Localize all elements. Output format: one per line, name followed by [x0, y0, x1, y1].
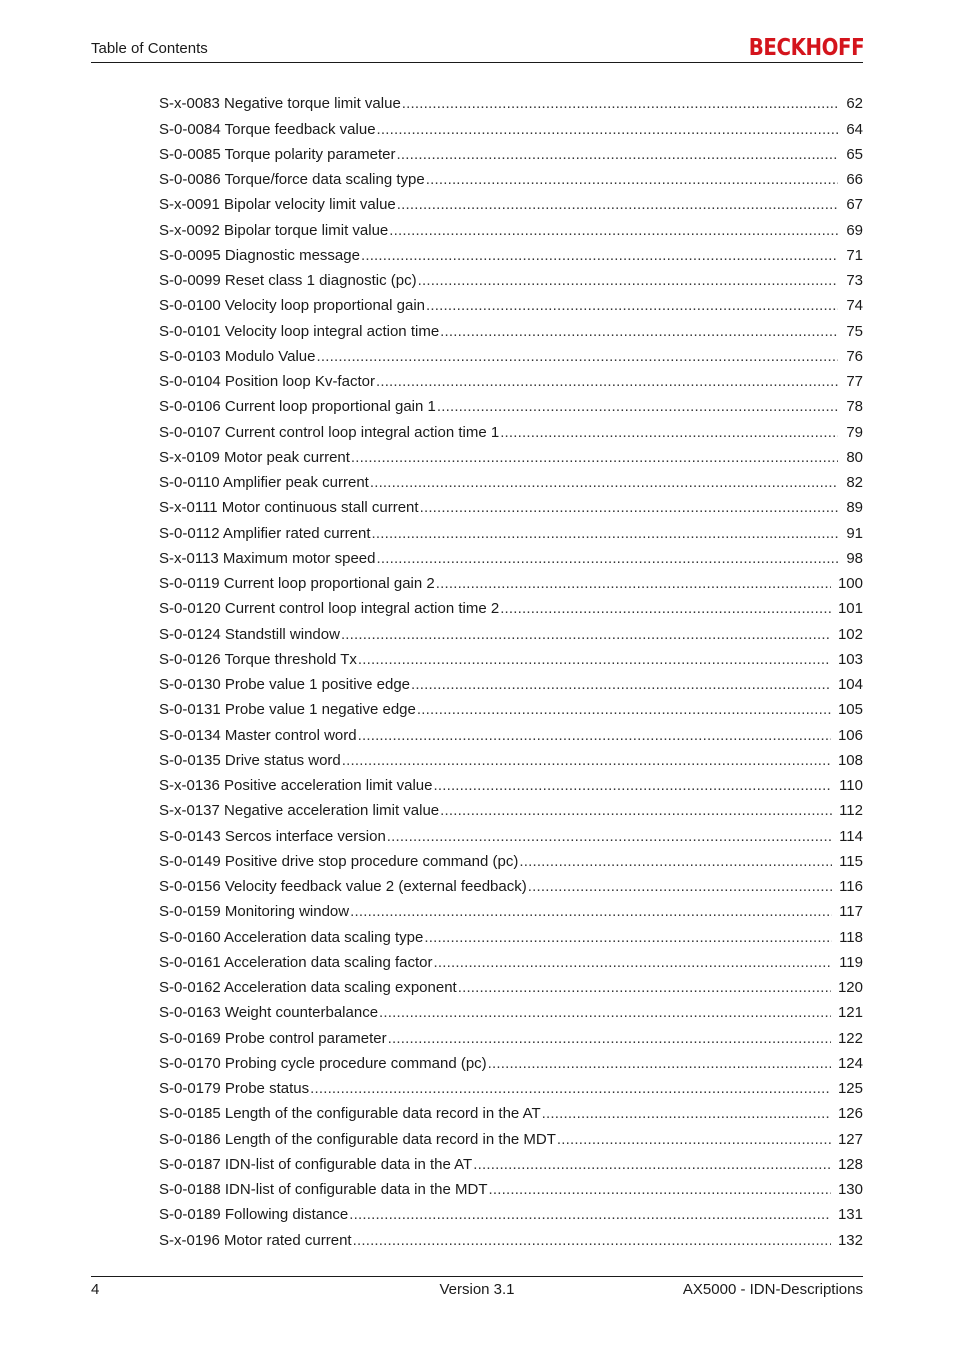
toc-dot-leader	[424, 929, 832, 947]
toc-entry-page: 121	[837, 1004, 863, 1022]
toc-entry[interactable]	[159, 1098, 863, 1123]
toc-dot-leader	[434, 954, 833, 972]
toc-dot-leader	[420, 499, 838, 517]
toc-entry[interactable]	[159, 189, 863, 214]
toc-entry-page: 115	[839, 852, 863, 870]
toc-entry-title: S-0-0135 Drive status word	[159, 751, 341, 769]
toc-dot-leader	[397, 196, 838, 214]
toc-entry[interactable]	[159, 1123, 863, 1148]
footer-document-title: AX5000 - IDN-Descriptions	[682, 1281, 863, 1298]
toc-entry[interactable]	[159, 1149, 863, 1174]
toc-entry-title: S-x-0109 Motor peak current	[159, 448, 350, 466]
toc-entry[interactable]	[159, 214, 863, 239]
toc-entry[interactable]	[159, 416, 863, 441]
toc-entry-title: S-0-0104 Position loop Kv-factor	[159, 373, 375, 390]
toc-dot-leader	[370, 474, 838, 492]
toc-dot-leader	[377, 121, 838, 139]
toc-dot-leader	[389, 222, 838, 240]
toc-entry-title: S-0-0159 Monitoring window	[159, 903, 350, 921]
toc-entry-page: 98	[846, 549, 863, 567]
footer-version: Version 3.1	[439, 1281, 515, 1298]
toc-entry-page: 100	[837, 575, 863, 592]
toc-entry-page: 106	[837, 726, 863, 744]
toc-entry-title: S-0-0110 Amplifier peak current	[159, 474, 369, 491]
toc-entry[interactable]	[159, 113, 863, 138]
toc-entry-page: 73	[846, 272, 863, 289]
toc-entry-title: S-0-0134 Master control word	[159, 726, 357, 744]
toc-entry-title: S-0-0124 Standstill window	[159, 625, 340, 643]
toc-entry-title: S-x-0113 Maximum motor speed	[159, 549, 376, 567]
toc-entry-title: S-0-0095 Diagnostic message	[159, 246, 360, 264]
toc-entry-title: S-0-0143 Sercos interface version	[159, 827, 386, 845]
toc-entry[interactable]	[159, 315, 863, 340]
toc-dot-leader	[317, 348, 839, 366]
toc-entry-title: S-0-0131 Probe value 1 negative edge	[159, 701, 416, 719]
toc-entry-page: 105	[837, 701, 863, 719]
toc-entry-page: 125	[837, 1080, 863, 1097]
toc-entry-page: 118	[839, 928, 863, 946]
toc-dot-leader	[341, 626, 831, 644]
toc-dot-leader	[488, 1055, 831, 1073]
toc-entry[interactable]	[159, 391, 863, 416]
toc-dot-leader	[358, 651, 831, 669]
toc-entry-page: 122	[837, 1029, 863, 1047]
toc-entry-page: 114	[839, 827, 863, 845]
toc-entry[interactable]	[159, 240, 863, 265]
header-divider	[91, 62, 863, 63]
toc-entry[interactable]	[159, 719, 863, 744]
toc-entry-title: S-0-0101 Velocity loop integral action time	[159, 322, 440, 340]
toc-entry[interactable]	[159, 517, 863, 542]
toc-entry-page: 89	[846, 499, 863, 517]
toc-entry-title: S-0-0161 Acceleration data scaling factor	[159, 953, 433, 971]
toc-entry-title: S-x-0111 Motor continuous stall current	[159, 499, 419, 517]
toc-entry[interactable]	[159, 88, 863, 113]
toc-entry-page: 79	[846, 423, 863, 441]
toc-entry-title: S-0-0163 Weight counterbalance	[159, 1004, 379, 1022]
toc-entry-title: S-0-0106 Current loop proportional gain 1	[159, 398, 436, 416]
toc-entry-title: S-0-0112 Amplifier rated current	[159, 524, 371, 542]
toc-entry-page: 75	[846, 322, 863, 340]
toc-dot-leader	[433, 777, 832, 795]
toc-entry-title: S-0-0162 Acceleration data scaling exponent	[159, 979, 457, 996]
toc-dot-leader	[351, 449, 838, 467]
toc-entry-title: S-0-0130 Probe value 1 positive edge	[159, 676, 411, 693]
toc-dot-leader	[361, 247, 838, 265]
toc-entry-page: 119	[839, 953, 863, 971]
toc-dot-leader	[440, 802, 832, 820]
toc-entry[interactable]	[159, 871, 863, 896]
toc-entry-page: 131	[837, 1206, 863, 1224]
toc-entry[interactable]	[159, 644, 863, 669]
toc-entry-title: S-x-0196 Motor rated current	[159, 1231, 352, 1249]
toc-entry-page: 67	[846, 196, 863, 214]
toc-entry[interactable]	[159, 164, 863, 189]
toc-entry-page: 82	[846, 474, 863, 491]
toc-entry-page: 110	[839, 777, 863, 794]
toc-entry-title: S-0-0084 Torque feedback value	[159, 120, 376, 138]
toc-dot-leader	[411, 676, 831, 694]
toc-entry[interactable]	[159, 745, 863, 770]
toc-entry[interactable]	[159, 921, 863, 946]
toc-dot-leader	[488, 1181, 830, 1199]
toc-entry-page: 104	[837, 676, 863, 693]
toc-dot-leader	[387, 828, 832, 846]
toc-entry-title: S-0-0189 Following distance	[159, 1206, 349, 1224]
toc-entry-page: 127	[837, 1130, 863, 1148]
toc-entry-page: 108	[837, 751, 863, 769]
toc-entry-title: S-0-0120 Current control loop integral action time 2	[159, 600, 500, 618]
toc-dot-leader	[500, 424, 838, 442]
toc-dot-leader	[440, 323, 838, 341]
toc-entry[interactable]	[159, 1224, 863, 1249]
toc-entry-page: 76	[846, 347, 863, 365]
table-of-contents	[159, 88, 863, 1250]
toc-entry[interactable]	[159, 265, 863, 290]
toc-dot-leader	[426, 171, 838, 189]
toc-entry-page: 124	[837, 1054, 863, 1072]
toc-entry-page: 112	[839, 802, 863, 820]
toc-entry-page: 64	[846, 120, 863, 138]
toc-entry[interactable]	[159, 846, 863, 871]
toc-entry-title: S-0-0185 Length of the configurable data record in the AT	[159, 1105, 541, 1123]
toc-entry-page: 102	[837, 625, 863, 643]
footer-divider	[91, 1276, 863, 1277]
toc-entry[interactable]	[159, 1048, 863, 1073]
toc-entry-page: 91	[846, 524, 863, 542]
toc-dot-leader	[372, 525, 839, 543]
toc-entry[interactable]	[159, 1174, 863, 1199]
toc-entry-page: 120	[837, 979, 863, 996]
toc-entry[interactable]	[159, 1022, 863, 1047]
toc-dot-leader	[500, 600, 831, 618]
toc-dot-leader	[437, 398, 838, 416]
toc-dot-leader	[376, 373, 838, 391]
footer-page-number: 4	[91, 1281, 100, 1298]
toc-entry[interactable]	[159, 568, 863, 593]
toc-entry-page: 116	[839, 878, 863, 895]
toc-entry-title: S-0-0160 Acceleration data scaling type	[159, 928, 424, 946]
toc-entry-page: 117	[839, 903, 863, 921]
toc-entry-page: 74	[846, 297, 863, 315]
toc-entry-title: S-x-0137 Negative acceleration limit value	[159, 802, 440, 820]
toc-entry[interactable]	[159, 669, 863, 694]
toc-dot-leader	[353, 1232, 831, 1250]
toc-entry-page: 62	[846, 95, 863, 113]
toc-entry[interactable]	[159, 997, 863, 1022]
toc-dot-leader	[388, 1030, 831, 1048]
toc-entry-title: S-0-0086 Torque/force data scaling type	[159, 171, 425, 188]
toc-entry-title: S-0-0149 Positive drive stop procedure command (pc)	[159, 852, 519, 870]
toc-entry-page: 132	[837, 1231, 863, 1249]
toc-entry[interactable]	[159, 618, 863, 643]
toc-entry-title: S-x-0136 Positive acceleration limit value	[159, 777, 433, 794]
toc-dot-leader	[436, 575, 831, 593]
toc-entry-title: S-0-0186 Length of the configurable data record in the MDT	[159, 1130, 556, 1148]
toc-entry[interactable]	[159, 442, 863, 467]
toc-dot-leader	[557, 1131, 831, 1149]
toc-dot-leader	[542, 1105, 831, 1123]
toc-dot-leader	[350, 903, 832, 921]
toc-entry-title: S-0-0126 Torque threshold Tx	[159, 650, 357, 668]
toc-dot-leader	[426, 297, 838, 315]
toc-entry-title: S-0-0187 IDN-list of configurable data in the AT	[159, 1155, 473, 1173]
toc-entry[interactable]	[159, 972, 863, 997]
toc-entry[interactable]	[159, 593, 863, 618]
toc-entry-page: 77	[846, 373, 863, 390]
toc-dot-leader	[379, 1004, 831, 1022]
toc-entry-page: 80	[846, 448, 863, 466]
toc-entry[interactable]	[159, 139, 863, 164]
toc-entry-title: S-0-0107 Current control loop integral action time 1	[159, 423, 500, 441]
toc-entry[interactable]	[159, 366, 863, 391]
toc-dot-leader	[349, 1206, 831, 1224]
toc-dot-leader	[519, 853, 832, 871]
toc-entry-title: S-0-0085 Torque polarity parameter	[159, 145, 396, 163]
toc-entry[interactable]	[159, 896, 863, 921]
toc-entry-title: S-0-0179 Probe status	[159, 1080, 310, 1097]
toc-entry[interactable]	[159, 694, 863, 719]
toc-entry-title: S-0-0100 Velocity loop proportional gain	[159, 297, 426, 315]
toc-entry[interactable]	[159, 947, 863, 972]
toc-entry[interactable]	[159, 820, 863, 845]
toc-dot-leader	[376, 550, 838, 568]
toc-entry-title: S-x-0091 Bipolar velocity limit value	[159, 196, 396, 214]
toc-entry-title: S-0-0156 Velocity feedback value 2 (external feedback)	[159, 878, 527, 895]
toc-entry-title: S-x-0092 Bipolar torque limit value	[159, 221, 389, 239]
page-header-title: Table of Contents	[91, 40, 208, 57]
toc-entry-title: S-0-0188 IDN-list of configurable data in the MDT	[159, 1181, 488, 1198]
toc-entry-page: 78	[846, 398, 863, 416]
toc-entry[interactable]	[159, 795, 863, 820]
toc-dot-leader	[528, 878, 832, 896]
toc-entry[interactable]	[159, 543, 863, 568]
toc-entry-page: 71	[846, 246, 863, 264]
toc-entry-page: 103	[837, 650, 863, 668]
toc-dot-leader	[358, 727, 831, 745]
toc-entry-title: S-x-0083 Negative torque limit value	[159, 95, 401, 113]
toc-entry[interactable]	[159, 1199, 863, 1224]
toc-dot-leader	[397, 146, 838, 164]
toc-entry[interactable]	[159, 1073, 863, 1098]
toc-entry-title: S-0-0119 Current loop proportional gain 2	[159, 575, 435, 592]
toc-dot-leader	[458, 979, 831, 997]
toc-entry-page: 66	[846, 171, 863, 188]
beckhoff-logo: BECKHOFF	[748, 35, 864, 61]
toc-entry-title: S-0-0103 Modulo Value	[159, 347, 316, 365]
toc-entry-title: S-0-0170 Probing cycle procedure command (pc)	[159, 1054, 487, 1072]
toc-dot-leader	[342, 752, 831, 770]
toc-entry[interactable]	[159, 492, 863, 517]
toc-dot-leader	[402, 95, 838, 113]
toc-entry[interactable]	[159, 770, 863, 795]
toc-dot-leader	[418, 272, 838, 290]
toc-entry[interactable]	[159, 290, 863, 315]
toc-dot-leader	[473, 1156, 831, 1174]
toc-entry[interactable]	[159, 341, 863, 366]
toc-entry[interactable]	[159, 467, 863, 492]
toc-dot-leader	[417, 701, 831, 719]
toc-entry-page: 65	[846, 145, 863, 163]
toc-entry-page: 130	[837, 1181, 863, 1198]
toc-entry-page: 128	[837, 1155, 863, 1173]
toc-entry-title: S-0-0099 Reset class 1 diagnostic (pc)	[159, 272, 417, 289]
toc-entry-page: 126	[837, 1105, 863, 1123]
toc-dot-leader	[310, 1080, 831, 1098]
toc-entry-page: 101	[837, 600, 863, 618]
toc-entry-page: 69	[846, 221, 863, 239]
toc-entry-title: S-0-0169 Probe control parameter	[159, 1029, 387, 1047]
